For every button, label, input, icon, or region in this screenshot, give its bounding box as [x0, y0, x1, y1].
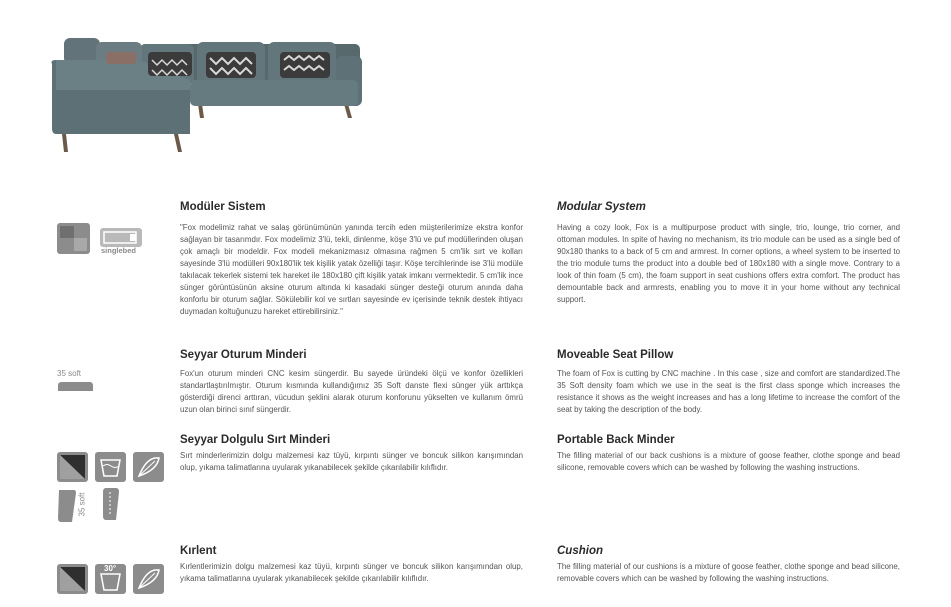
section-title-en: Moveable Seat Pillow	[557, 349, 674, 361]
section-title-en: Cushion	[557, 545, 603, 557]
section-text-en: Having a cozy look, Fox is a multipurpose product with single, trio, lounge, trio corner, and ottoman modules. In spite of having no mechanism, its trio module can be used as a single bed of 90x180 thanks to a back of 5 cm and armrest. In corner options, a wheel system to be inserted to the trio module turns the product into a double bed of 180x180 with a single move. Contrary to a look of thin foam (5 cm), the foam support in seat cushions offers extra comfort. The product has demountable back and armrests, enabling you to move it in your home without any technical support.	[557, 223, 900, 304]
wash-icon	[95, 452, 126, 482]
section-text-en: The foam of Fox is cutting by CNC machine . In this case , size and comfort are standardized.The 35 Soft density foam which we use in the seat is the first class sponge which increases the resistance it shows as the weight increases and has a long lifetime to increase the comfort of the seat by taking the description of the body.	[557, 369, 900, 414]
feather-mix-icon	[57, 452, 88, 482]
feather-icon	[133, 564, 164, 594]
section-title-en: Modular System	[557, 201, 646, 213]
feather-icon	[133, 452, 164, 482]
section-title-tr: Modüler Sistem	[180, 201, 266, 213]
modular-grid-icon	[57, 223, 90, 254]
section-text-tr: Sırt minderlerimizin dolgu malzemesi kaz tüyü, kırpıntı sünger ve boncuk silikon karışımından olup, yıkama talimatlarına uyularak yıkanabilecek şekilde çıkarılabilir kılıflıdır.	[180, 451, 523, 472]
seat-cushion-icon	[56, 379, 94, 393]
single-bed-label: singlebed	[101, 246, 137, 255]
section-text-en: The filling material of our cushions is a mixture of goose feather, clothe sponge and bead silicone, removable covers which can be washed by following the washing instructions.	[557, 562, 900, 583]
section-text-tr: Fox'un oturum minderi CNC kesim süngerdir. Bu sayede üründeki ölçü ve konfor özellikleri standartlaştırılmıştır. Oturum kısmında kullandığımız 35 Soft danste flexi sünger yük arttıkça gösterdiği direnci arttıran, vücudun şeklini alarak oturum konforunu yükselten ve kullanım ömrü uzun olan birinci sınıf süngerdir.	[180, 369, 523, 414]
feather-mix-icon	[57, 564, 88, 594]
back-cushion-side-icon	[100, 486, 122, 522]
section-title-tr: Kırlent	[180, 545, 217, 557]
soft-label-vertical: 35 soft	[77, 492, 87, 517]
sofa-image	[40, 30, 370, 160]
section-text-tr: Kırlentlerimizin dolgu malzemesi kaz tüyü, kırpıntı sünger ve boncuk silikon karışımından olup, yıkama talimatlarına uyularak yıkanabilecek şekilde çıkarılabilir kılıflıdır.	[180, 562, 523, 583]
soft-label: 35 soft	[57, 369, 82, 378]
section-text-en: The filling material of our back cushions is a mixture of goose feather, clothe sponge and bead silicone, removable covers which can be washed by following the washing instructions.	[557, 451, 900, 472]
section-title-en: Portable Back Minder	[557, 434, 675, 446]
section-text-tr: "Fox modelimiz rahat ve salaş görünümünün yanında tercih eden müşterilerimize ekstra konfor sağlayan bir tasarımdır. Fox modelimiz 3'lü, tekli, dinlenme, köşe 3'lü ve puf modüllerinden oluşan çok amaçlı bir modeldir. Fox modeli mekanizmasız olmasına rağmen 5 cm'lik sırt ve kolları sayesinde 3'lü modülleri 90x180'lik tek kişilik yatak özelliği taşır. Köşe tercihlerinde ise 3'lü modüle takılacak tekerlek sistemi tek hareket ile 180x180 çift kişilik yatak imkanı vermektedir. 5 cm'lik ince sünger görüntüsünün aksine oturum altında ki kasadaki sünger desteği oturum anında daha konforlu bir oturum sağlar. Sökülebilir kol ve sırtları sayesinde ev içerisinde teknik destek ihtiyacı duymadan koltuğunuzu hareket ettirebilirsiniz."	[180, 223, 523, 316]
section-title-tr: Seyyar Oturum Minderi	[180, 349, 307, 361]
back-cushion-icon	[56, 488, 78, 524]
wash-temp-label: 30°	[104, 564, 117, 573]
single-bed-icon	[100, 228, 142, 247]
section-title-tr: Seyyar Dolgulu Sırt Minderi	[180, 434, 331, 446]
